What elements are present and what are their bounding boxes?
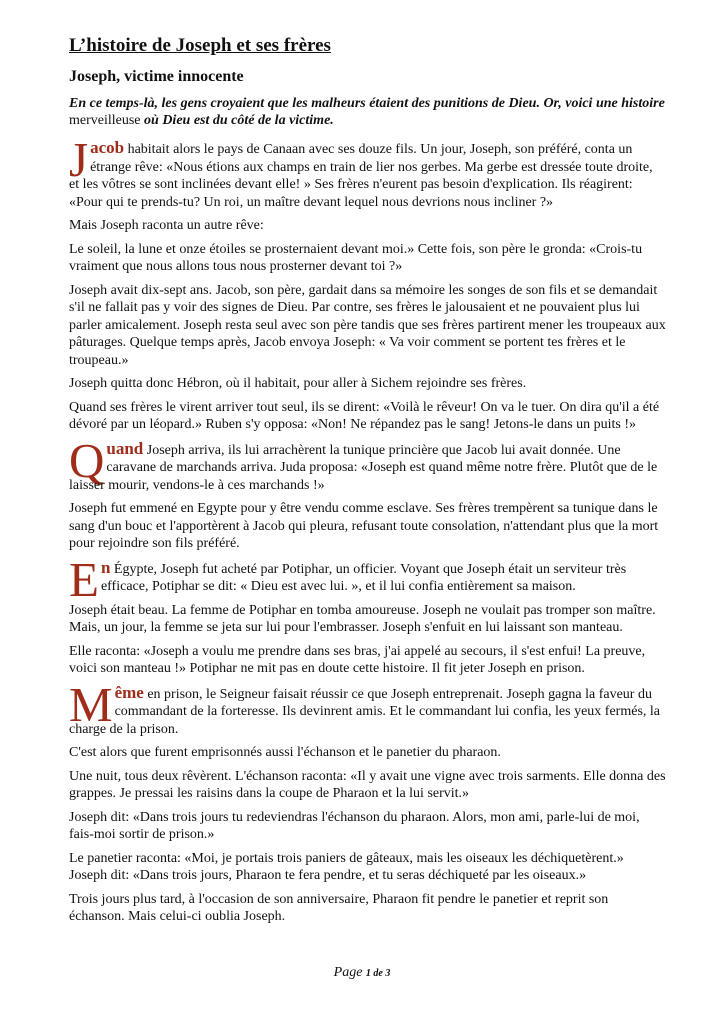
paragraph-text: Joseph arriva, ils lui arrachèrent la tunique princière que Jacob lui avait donnée. Une caravane de marchands arriva. Juda proposa: «Joseph est quand même notre frère. Plutôt que de le laisser mourir, vendons-le à ces marchands !» xyxy=(69,442,658,493)
section-subtitle: Joseph, victime innocente xyxy=(69,68,244,85)
paragraph-text: en prison, le Seigneur faisait réussir ce que Joseph entreprenait. Joseph gagna la faveur du commandant de la forteresse. Ils devinrent amis. Et le commandant lui confia, les yeux fermés, la charge de la prison. xyxy=(69,686,661,737)
paragraph: Joseph quitta donc Hébron, où il habitait, pour aller à Sichem rejoindre ses frères. xyxy=(69,376,527,391)
drop-cap: M xyxy=(69,676,113,732)
paragraph-line: Le panetier raconta: «Moi, je portais trois paniers de gâteaux, mais les oiseaux les déchiquetèrent.» xyxy=(69,850,624,866)
document-page xyxy=(69,34,666,932)
page-footer xyxy=(0,965,724,981)
page-number: 1 de 3 xyxy=(365,968,391,979)
intro-paragraph xyxy=(69,95,666,129)
paragraph: Joseph fut emmené en Egypte pour y être vendu comme esclave. Ses frères trempèrent sa tunique dans le sang d'un bouc et l'apportèrent à Jacob qui pleura, refusant toute consolation, n'attendant plus que la mort pour rejoindre son fils préféré. xyxy=(69,501,659,551)
intro-bold-end: où Dieu est du côté de la victime. xyxy=(144,113,334,128)
drop-cap: Q xyxy=(69,432,105,488)
paragraph-line: Joseph dit: «Dans trois jours, Pharaon te fera pendre, et tu seras déchiqueté par les oiseaux.» xyxy=(69,868,587,883)
paragraph: Une nuit, tous deux rêvèrent. L'échanson raconta: «Il y avait une vigne avec trois sarments. Elle donna des grappes. Je pressai les raisins dans la coupe de Pharaon et la lui servit.» xyxy=(69,768,666,801)
footer-label: Page xyxy=(333,965,366,980)
paragraph: Quand ses frères le virent arriver tout seul, ils se dirent: «Voilà le rêveur! On va le tuer. On dira qu'il a été dévoré par un léopard.» Ruben s'y opposa: «Non! Ne répandez pas le sang! Jetons-le dans un puits !» xyxy=(69,399,660,432)
paragraph-meme xyxy=(69,676,666,739)
page-title: L’histoire de Joseph et ses frères xyxy=(69,35,331,56)
lead-word: acob xyxy=(90,138,125,157)
paragraph-panetier xyxy=(69,850,666,885)
paragraph-text: Égypte, Joseph fut acheté par Potiphar, un officier. Voyant que Joseph était un serviteur très efficace, Potiphar se dit: « Dieu est avec lui. », et il lui confia entièrement sa maison. xyxy=(100,561,627,594)
drop-cap: J xyxy=(69,132,89,187)
paragraph: Trois jours plus tard, à l'occasion de son anniversaire, Pharaon fit pendre le panetier et reprit son échanson. Mais celui-ci oublia Joseph. xyxy=(69,891,609,924)
paragraph-en-egypte xyxy=(69,551,666,607)
lead-word: n xyxy=(100,557,111,577)
paragraph: Elle raconta: «Joseph a voulu me prendre dans ses bras, j'ai appelé au secours, il s'est enfui! La preuve, voici son manteau !» Potiphar ne mit pas en doute cette histoire. Il fit jeter Joseph en prison. xyxy=(69,643,646,676)
lead-word: uand xyxy=(106,438,144,458)
paragraph-jacob xyxy=(69,132,666,211)
paragraph: Mais Joseph raconta un autre rêve: xyxy=(69,218,264,233)
drop-cap: E xyxy=(69,551,99,607)
paragraph: Joseph avait dix-sept ans. Jacob, son père, gardait dans sa mémoire les songes de son fils et se demandait s'il ne fallait pas y voir des signes de Dieu. Par contre, ses frères le jalousaient et ne pouvaient plus lui parler amicalement. Joseph resta seul avec son père tandis que ses frères partirent mener les troupeaux aux pâturages. Quelque temps après, Jacob envoya Joseph: « Va voir comment se portent tes frères et le troupeau.» xyxy=(69,282,666,368)
intro-plain: merveilleuse xyxy=(69,113,145,128)
paragraph-quand xyxy=(69,432,666,495)
paragraph-text: habitait alors le pays de Canaan avec ses douze fils. Un jour, Joseph, son préféré, conta un étrange rêve: «Nous étions aux champs en train de lier nos gerbes. Ma gerbe est dressée toute droite, et les vôtres se sont inclinées devant elle! » Ses frères n'eurent pas besoin d'explication. Ils réagirent: «Pour qui te prends-tu? Un roi, un maître devant lequel nous devrions nous incliner ?» xyxy=(69,142,653,210)
paragraph: C'est alors que furent emprisonnés aussi l'échanson et le panetier du pharaon. xyxy=(69,745,501,760)
lead-word: ême xyxy=(114,682,144,702)
paragraph: Joseph dit: «Dans trois jours tu redeviendras l'échanson du pharaon. Alors, mon ami, parle-lui de moi, fais-moi sortir de prison.» xyxy=(69,809,640,842)
intro-bold: En ce temps-là, les gens croyaient que les malheurs étaient des punitions de Dieu. Or, voici une histoire xyxy=(69,96,665,111)
paragraph: Le soleil, la lune et onze étoiles se prosternaient devant moi.» Cette fois, son père le gronda: «Crois-tu vraiment que nous allons tous nous prosterner devant toi ?» xyxy=(69,241,643,274)
paragraph: Joseph était beau. La femme de Potiphar en tomba amoureuse. Joseph ne voulait pas tromper son maître. Mais, un jour, la femme se jeta sur lui pour l'embrasser. Joseph s'enfuit en lui laissant son manteau. xyxy=(69,602,656,635)
